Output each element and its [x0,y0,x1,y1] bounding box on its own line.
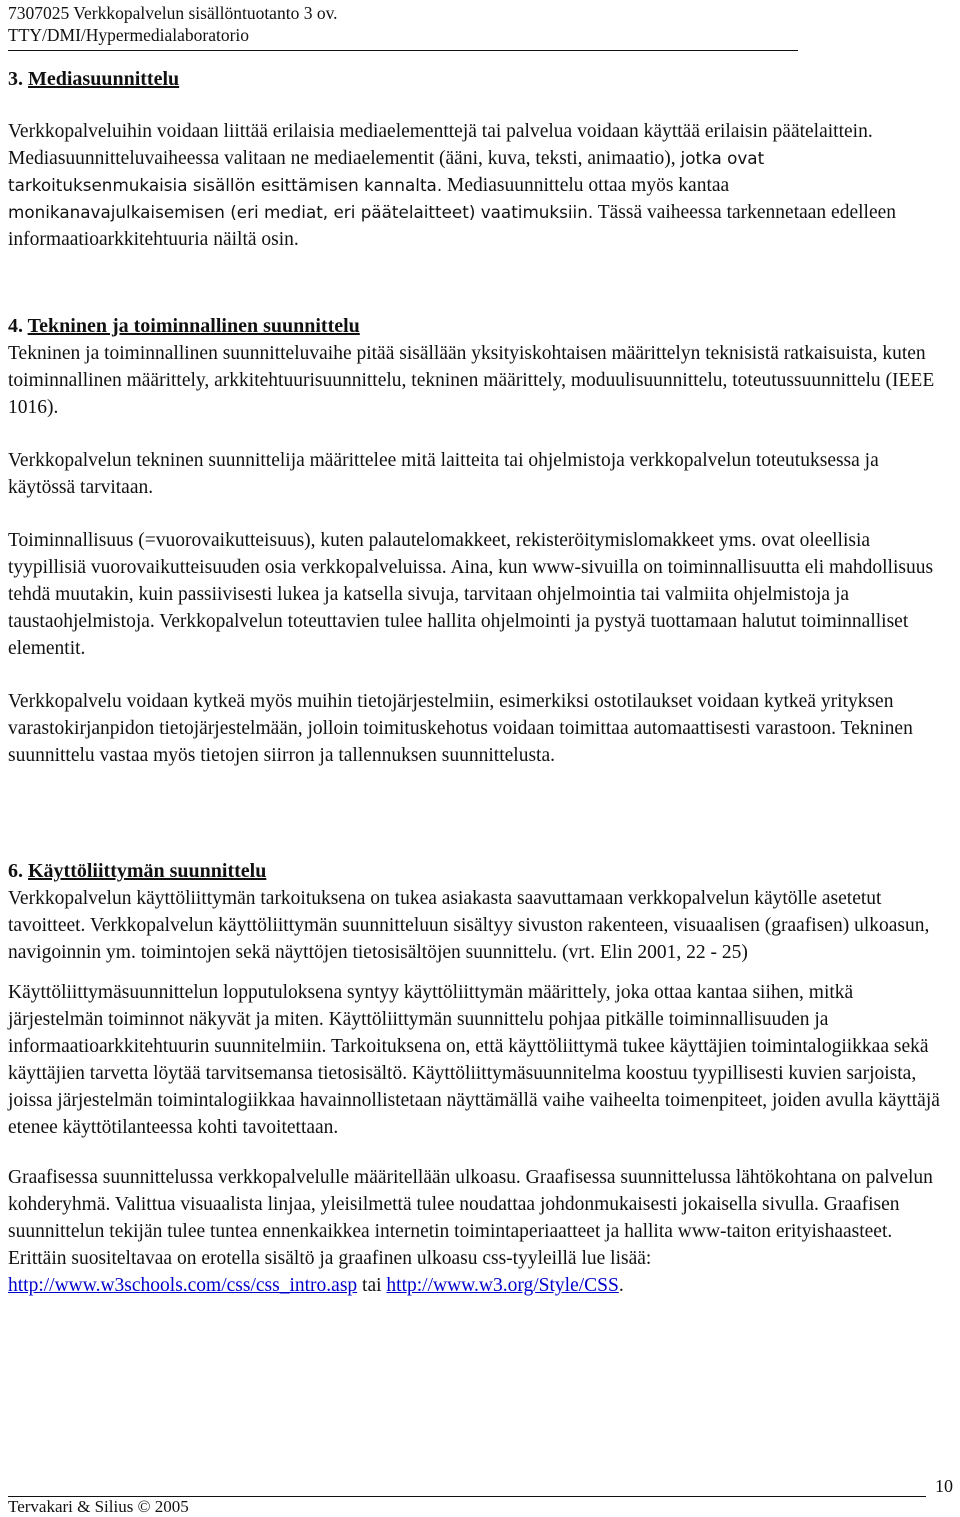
section-3-text-c: Mediasuunnittelu ottaa myös kantaa [442,175,730,196]
footer-copyright: Tervakari & Silius © 2005 [8,1497,189,1516]
w3-style-css-link[interactable]: http://www.w3.org/Style/CSS [386,1275,619,1296]
section-4-number: 4. [8,315,23,337]
section-6-number: 6. [8,860,23,882]
section-4-paragraph-3: Toiminnallisuus (=vuorovaikutteisuus), kuten palautelomakkeet, rekisteröitymislomakkeet yms. ovat oleellisia tyypillisiä vuorovaikutteisuuden osia verkkopalveluissa. Aina, kun www-sivuilla on toiminnallisuutta eli mahdollisuus tehdä muutakin, kuin passiivisesti lukea ja katsella sivuja, tarvitaan ohjelmointia tai valmiita ohjelmistoja ja taustaohjelmistoja. Verkkopalvelun toteuttavien tulee hallita ohjelmointi ja pystyä tuottamaan halutut toiminnalliset elementit. [8,530,934,659]
section-6-paragraph-3-end: . [618,1275,624,1296]
section-technical-design [8,313,948,769]
section-6-title: Käyttöliittymän suunnittelu [28,860,267,882]
section-3-paragraph [8,118,948,253]
section-6-paragraph-1: Verkkopalvelun käyttöliittymän tarkoituksena on tukea asiakasta saavuttamaan verkkopalvelun käytölle asetetut tavoitteet. Verkkopalvelun käyttöliittymän suunnitteluun sisältyy sivuston rakenteen, visuaalisen (graafisen) ulkoasun, navigoinnin ym. toimintojen sekä näyttöjen tietosisältöjen suunnittelu. (vrt. Elin 2001, 22 - 25) [8,888,930,963]
section-3-text-a: Verkkopalveluihin voidaan liittää erilaisia mediaelementtejä tai palvelua voidaan käyttää erilaisin päätelaittein. Mediasuunnitteluvaiheessa valitaan ne mediaelementit (ääni, kuva, teksti, animaatio), [8,121,873,169]
section-3-heading [8,66,948,93]
section-ui-design [8,858,948,1299]
section-4-paragraph-2: Verkkopalvelun tekninen suunnittelija määrittelee mitä laitteita tai ohjelmistoja verkkopalvelun toteutuksessa ja käytössä tarvitaan. [8,450,879,498]
section-6-paragraph-2: Käyttöliittymäsuunnittelun lopputuloksena syntyy käyttöliittymän määrittely, joka ottaa kantaa siihen, mitkä järjestelmän toiminnot näkyvät ja miten. Käyttöliittymän suunnittelu pohjaa pitkälle toiminnallisuuden ja informaatioarkkitehtuurin suunnitelmiin. Tarkoituksena on, että käyttöliittymä tukee käyttäjien toimintalogiikkaa sekä käyttäjien tarvetta löytää tarvitsemansa tietosisältö. Käyttöliittymäsuunnitelma koostuu tyypillisesti kuvien sarjoista, joissa järjestelmän toimintalogiikkaa havainnollistetaan näyttämällä vaihe vaiheelta toimenpiteet, joiden avulla käyttäjä etenee käyttötilanteessa kohti tavoitettaan. [8,982,940,1138]
section-4-paragraph-4: Verkkopalvelu voidaan kytkeä myös muihin tietojärjestelmiin, esimerkiksi ostotilaukset voidaan kytkeä yrityksen varastokirjanpidon tietojärjestelmään, jolloin toimituskehotus voidaan toimittaa automaattisesti varastoon. Tekninen suunnittelu vastaa myös tietojen siirron ja tallennuksen suunnittelusta. [8,691,913,766]
header-course-line: 7307025 Verkkopalvelun sisällöntuotanto 3 ov. [8,3,338,23]
section-4-paragraph-1: Tekninen ja toiminnallinen suunnitteluvaihe pitää sisällään yksityiskohtaisen määrittelyn teknisistä ratkaisuista, kuten toiminnallinen määrittely, arkkitehtuurisuunnittelu, tekninen määrittely, moduulisuunnittelu, toteutussuunnittelu (IEEE 1016). [8,343,935,418]
section-6-heading [8,858,948,885]
section-media-design [8,66,948,253]
page-header [8,2,798,51]
section-3-text-b: jotka ovat tarkoituksenmukaisia sisällön esittämisen kannalta. [8,148,765,195]
section-6-paragraph-3 [8,1164,948,1299]
header-org-line: TTY/DMI/Hypermedialaboratorio [8,25,250,45]
page-number: 10 [935,1476,953,1496]
section-4-title: Tekninen ja toiminnallinen suunnittelu [27,315,360,337]
section-3-number: 3. [8,68,23,90]
section-6-paragraph-3-mid: tai [357,1275,387,1296]
page-footer [8,1466,953,1516]
w3schools-css-link[interactable]: http://www.w3schools.com/css/css_intro.asp [8,1275,358,1296]
section-6-paragraph-3-text: Graafisessa suunnittelussa verkkopalvelulle määritellään ulkoasu. Graafisessa suunnittelussa lähtökohtana on palvelun kohderyhmä. Valittua visuaalista linjaa, yleisilmettä tulee noudattaa johdonmukaisesti jokaisella sivulla. Graafisen suunnittelun tekijän tulee tuntea ennenkaikkea internetin toimintaperiaatteet ja hallita www-taiton erityishaasteet. Erittäin suositeltavaa on erotella sisältö ja graafinen ulkoasu css-tyyleillä lue lisää: [8,1167,933,1269]
section-3-text-d: monikanavajulkaisemisen (eri mediat, eri päätelaitteet) vaatimuksiin. [8,202,594,222]
section-3-text-e: Tässä vaiheessa tarkennetaan edelleen informaatioarkkitehtuuria näiltä osin. [8,202,897,250]
section-4-heading [8,313,948,340]
section-3-title: Mediasuunnittelu [28,68,180,90]
